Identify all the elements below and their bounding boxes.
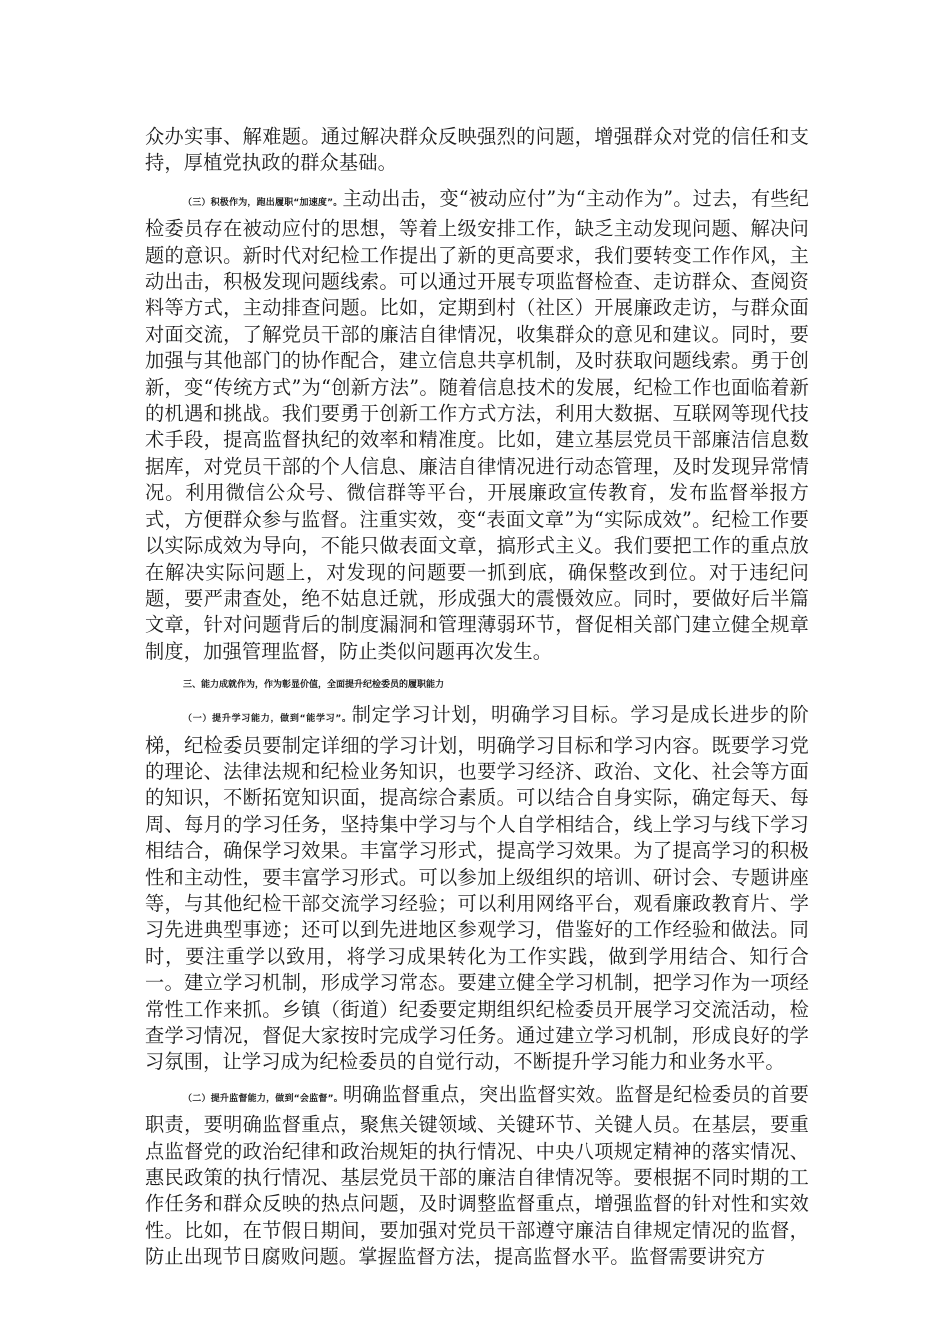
paragraph-learning-lead: （一）提升学习能力，做到“能学习”。 [183, 714, 352, 725]
paragraph-proactive-text: 主动出击，变“被动应付”为“主动作为”。过去，有些纪检委员存在被动应付的思想，等着上级安排工作，缺乏主动发现问题、解决问题的意识。新时代对纪检工作提出了新的更高要求，我们要转变工作作风，主动出击，积极发现问题线索。可以通过开展专项监督检查、走访群众、查阅资料等方式，主动排查问题。比如，定期到村（社区）开展廉政走访，与群众面对面交流，了解党员干部的廉洁自律情况，收集群众的意见和建议。同时，要加强与其他部门的协作配合，建立信息共享机制，及时获取问题线索。勇于创新，变“传统方式”为“创新方法”。随着信息技术的发展，纪检工作也面临着新的机遇和挑战。我们要勇于创新工作方式方法，利用大数据、互联网等现代技术手段，提高监督执纪的效率和精准度。比如，建立基层党员干部廉洁信息数据库，对党员干部的个人信息、廉洁自律情况进行动态管理，及时发现异常情况。利用微信公众号、微信群等平台，开展廉政宣传教育，发布监督举报方式，方便群众参与监督。注重实效，变“表面文章”为“实际成效”。纪检工作要以实际成效为导向，不能只做表面文章，搞形式主义。我们要把工作的重点放在解决实际问题上，对发现的问题要一抓到底，确保整改到位。对于违纪问题，要严肃查处，绝不姑息迁就，形成强大的震慑效应。同时，要做好后半篇文章，针对问题背后的制度漏洞和管理薄弱环节，督促相关部门建立健全规章制度，加强管理监督，防止类似问题再次发生。 [145, 186, 809, 663]
paragraph-proactive-lead: （三）积极作为，跑出履职“加速度”。 [183, 197, 343, 208]
spacer [145, 665, 809, 678]
document-page [145, 124, 809, 1271]
paragraph-proactive [145, 186, 809, 665]
section-three-heading: 三、能力成就作为，作为彰显价值，全面提升纪检委员的履职能力 [183, 680, 445, 691]
spacer [145, 692, 809, 702]
paragraph-supervision-lead: （二）提升监督能力，做到“会监督”。 [183, 1093, 343, 1104]
paragraph-supervision [145, 1082, 809, 1271]
paragraph-learning-text: 制定学习计划，明确学习目标。学习是成长进步的阶梯，纪检委员要制定详细的学习计划，明确学习目标和学习内容。既要学习党的理论、法律法规和纪检业务知识，也要学习经济、政治、文化、社会等方面的知识，不断拓宽知识面，提高综合素质。可以结合自身实际，确定每天、每周、每月的学习任务，坚持集中学习与个人自学相结合，线上学习与线下学习相结合，确保学习效果。丰富学习形式，提高学习效果。为了提高学习的积极性和主动性，要丰富学习形式。可以参加上级组织的培训、研讨会、专题讲座等，与其他纪检干部交流学习经验；可以利用网络平台，观看廉政教育片、学习先进典型事迹；还可以到先进地区参观学习，借鉴好的工作经验和做法。同时，要注重学以致用，将学习成果转化为工作实践，做到学用结合、知行合一。建立学习机制，形成学习常态。要建立健全学习机制，把学习作为一项经常性工作来抓。乡镇（街道）纪委要定期组织纪检委员开展学习交流活动，检查学习情况，督促大家按时完成学习任务。通过建立学习机制，形成良好的学习氛围，让学习成为纪检委员的自觉行动，不断提升学习能力和业务水平。 [145, 703, 809, 1074]
paragraph-learning [145, 702, 809, 1076]
paragraph-intro-text: 众办实事、解难题。通过解决群众反映强烈的问题，增强群众对党的信任和支持，厚植党执政的群众基础。 [145, 125, 809, 175]
spacer [145, 177, 809, 186]
paragraph-supervision-text: 明确监督重点，突出监督实效。监督是纪检委员的首要职责，要明确监督重点，聚焦关键领域、关键环节、关键人员。在基层，要重点监督党的政治纪律和政治规矩的执行情况、中央八项规定精神的落实情况、惠民政策的执行情况、基层党员干部的廉洁自律情况等。要根据不同时期的工作任务和群众反映的热点问题，及时调整监督重点，增强监督的针对性和实效性。比如，在节假日期间，要加强对党员干部遵守廉洁自律规定情况的监督，防止出现节日腐败问题。掌握监督方法，提高监督水平。监督需要讲究方 [145, 1082, 809, 1269]
paragraph-intro [145, 124, 809, 177]
